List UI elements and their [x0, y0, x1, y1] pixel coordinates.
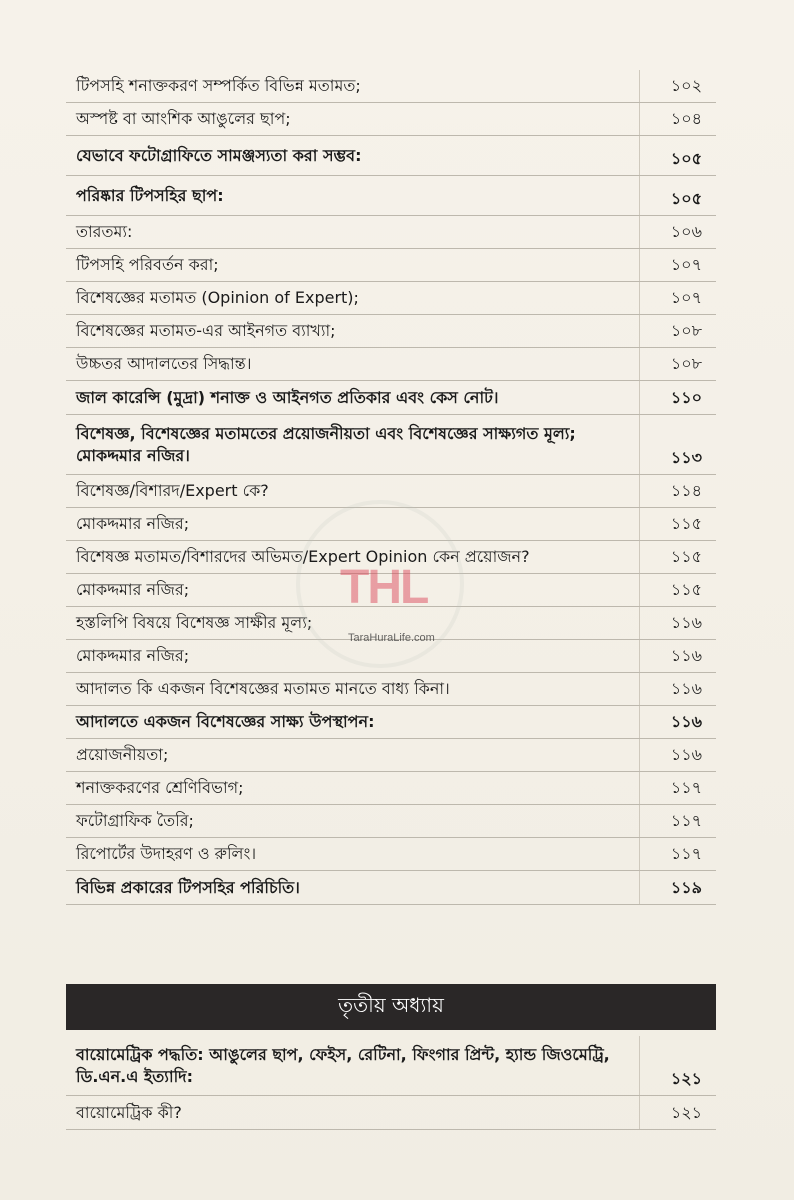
table-of-contents — [66, 70, 716, 905]
page-number: ১০৪ — [670, 109, 702, 128]
toc-row: বিশেষজ্ঞ মতামত/বিশারদের অভিমত/Expert Opinion কেন প্রয়োজন? ১১৫ — [66, 541, 716, 574]
toc-row: ফটোগ্রাফিক তৈরি; ১১৭ — [66, 805, 716, 838]
page-number: ১০৫ — [670, 189, 702, 208]
page-number: ১০৮ — [670, 354, 702, 373]
page-number: ১১৯ — [670, 878, 702, 897]
toc-row: যেভাবে ফটোগ্রাফিতে সামঞ্জস্যতা করা সম্ভব: ১০৫ — [66, 136, 716, 176]
page-number: ১১৫ — [670, 514, 702, 533]
chapter-heading: তৃতীয় অধ্যায় — [66, 984, 716, 1030]
page-number: ১০২ — [670, 76, 702, 95]
toc-row: পরিষ্কার টিপসহির ছাপ: ১০৫ — [66, 176, 716, 216]
toc-row: বিশেষজ্ঞের মতামত (Opinion of Expert); ১০৭ — [66, 282, 716, 315]
page-number: ১১৫ — [670, 580, 702, 599]
page-number: ১১৭ — [670, 844, 702, 863]
toc-row: তারতম্য: ১০৬ — [66, 216, 716, 249]
page-number: ১১৬ — [670, 646, 702, 665]
page-number: ১১৪ — [670, 481, 702, 500]
toc-row: বিভিন্ন প্রকারের টিপসহির পরিচিতি। ১১৯ — [66, 871, 716, 905]
page-number: ১০৭ — [670, 255, 702, 274]
page-number: ১০৬ — [670, 222, 702, 241]
page-number: ১১৬ — [670, 613, 702, 632]
page-number: ১০৮ — [670, 321, 702, 340]
watermark-logo: THL — [340, 561, 428, 614]
toc-row: প্রয়োজনীয়তা; ১১৬ — [66, 739, 716, 772]
page-number: ১১৭ — [670, 778, 702, 797]
toc-row: হস্তলিপি বিষয়ে বিশেষজ্ঞ সাক্ষীর মূল্য; ১১৬ — [66, 607, 716, 640]
watermark-site: TaraHuraLife.com — [348, 632, 435, 644]
toc-row: জাল কারেন্সি (মুদ্রা) শনাক্ত ও আইনগত প্রতিকার এবং কেস নোট। ১১০ — [66, 381, 716, 415]
toc-row: রিপোর্টের উদাহরণ ও রুলিং। ১১৭ — [66, 838, 716, 871]
toc-row: বায়োমেট্রিক পদ্ধতি: আঙুলের ছাপ, ফেইস, রেটিনা, ফিংগার প্রিন্ট, হ্যান্ড জিওমেট্রি, ডি.এন.এ ইত্যাদি: ১২১ — [66, 1036, 716, 1096]
toc-row: শনাক্তকরণের শ্রেণিবিভাগ; ১১৭ — [66, 772, 716, 805]
toc-row: বিশেষজ্ঞের মতামত-এর আইনগত ব্যাখ্যা; ১০৮ — [66, 315, 716, 348]
page-number: ১১৩ — [670, 448, 702, 467]
page-number: ১১০ — [670, 388, 702, 407]
page-number: ১২১ — [670, 1069, 702, 1088]
toc-row: মোকদ্দমার নজির; ১১৫ — [66, 508, 716, 541]
toc-row: আদালত কি একজন বিশেষজ্ঞের মতামত মানতে বাধ্য কিনা। ১১৬ — [66, 673, 716, 706]
toc-row: বায়োমেট্রিক কী? ১২১ — [66, 1096, 716, 1130]
table-of-contents-chapter-3 — [66, 1036, 716, 1130]
toc-row: বিশেষজ্ঞ, বিশেষজ্ঞের মতামতের প্রয়োজনীয়তা এবং বিশেষজ্ঞের সাক্ষ্যগত মূল্য; মোকদ্দমার নজির। ১১৩ — [66, 415, 716, 475]
page-number: ১১৫ — [670, 547, 702, 566]
page-number: ১১৭ — [670, 811, 702, 830]
toc-row: অস্পষ্ট বা আংশিক আঙুলের ছাপ; ১০৪ — [66, 103, 716, 136]
page-number: ১১৬ — [670, 712, 702, 731]
toc-row: উচ্চতর আদালতের সিদ্ধান্ত। ১০৮ — [66, 348, 716, 381]
page-number: ১১৬ — [670, 745, 702, 764]
page-number: ১০৭ — [670, 288, 702, 307]
toc-row: মোকদ্দমার নজির; ১১৬ — [66, 640, 716, 673]
toc-row: টিপসহি পরিবর্তন করা; ১০৭ — [66, 249, 716, 282]
toc-row: মোকদ্দমার নজির; ১১৫ — [66, 574, 716, 607]
page-number: ১০৫ — [670, 149, 702, 168]
toc-row: বিশেষজ্ঞ/বিশারদ/Expert কে? ১১৪ — [66, 475, 716, 508]
page-number: ১১৬ — [670, 679, 702, 698]
toc-row: আদালতে একজন বিশেষজ্ঞের সাক্ষ্য উপস্থাপন: ১১৬ — [66, 706, 716, 739]
page-number: ১২১ — [670, 1103, 702, 1122]
toc-row: টিপসহি শনাক্তকরণ সম্পর্কিত বিভিন্ন মতামত; ১০২ — [66, 70, 716, 103]
